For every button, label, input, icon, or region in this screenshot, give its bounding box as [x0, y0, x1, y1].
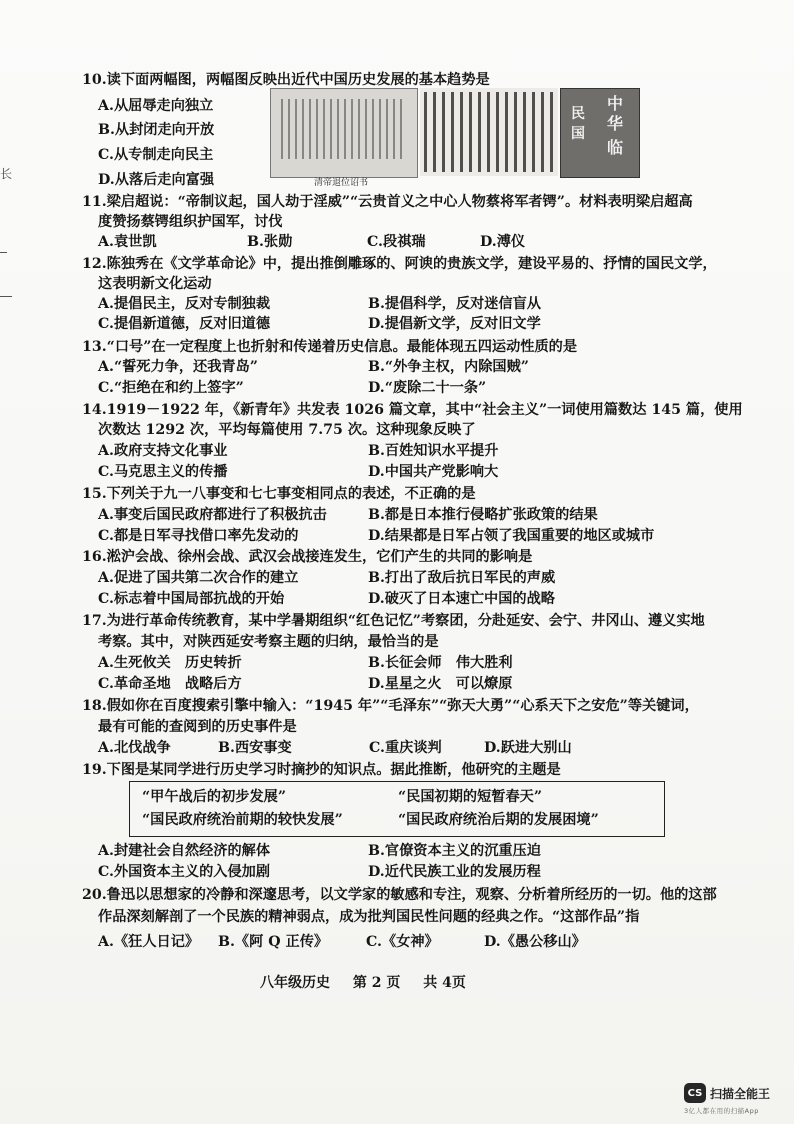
margin-tick-2: [0, 296, 12, 297]
q11-option-b: B.张勋: [247, 234, 293, 250]
q10-option-a: A.从屈辱走向独立: [98, 98, 214, 114]
q17-option-c: C.革命圣地 战略后方: [98, 676, 242, 692]
document-columns-image: [420, 88, 558, 176]
q10-image-caption: 清帝退位诏书: [314, 178, 369, 188]
footer-subject: 八年级历史: [260, 975, 330, 991]
q12-option-c: C.提倡新道德，反对旧道德: [98, 316, 271, 332]
q18-option-d: D.跃进大别山: [484, 740, 572, 756]
q20-option-b: B.《阿 Q 正传》: [218, 934, 329, 950]
q19-box-item-2: “民国初期的短暂春天”: [398, 789, 543, 805]
q19-box-item-4: “国民政府统治后期的发展困境”: [398, 812, 599, 828]
q10-option-b: B.从封闭走向开放: [98, 122, 215, 138]
q18-option-a: A.北伐战争: [98, 740, 171, 756]
q17-option-b: B.长征会师 伟大胜利: [368, 655, 513, 671]
q11-option-c: C.段祺瑞: [367, 234, 426, 250]
q11-option-d: D.溥仪: [480, 234, 526, 250]
q15-line1: 15.下列关于九一八事变和七七事变相同点的表述，不正确的是: [82, 486, 476, 502]
q13-option-d: D.“废除二十一条”: [368, 380, 487, 396]
q19-line1: 19.下图是某同学进行历史学习时摘抄的知识点。据此推断，他研究的主题是: [82, 762, 561, 778]
q12-line2: 这表明新文化运动: [98, 276, 212, 292]
q19-option-a: A.封建社会自然经济的解体: [98, 843, 271, 859]
q13-option-c: C.“拒绝在和约上签字”: [98, 380, 244, 396]
q11-line2: 度赞扬蔡锷组织护国军，讨伐: [98, 214, 283, 230]
margin-tick-1: [0, 252, 7, 253]
q18-option-b: B.西安事变: [218, 740, 292, 756]
q19-box-item-3: “国民政府统治前期的较快发展”: [142, 812, 343, 828]
q12-option-a: A.提倡民主，反对专制独裁: [98, 296, 271, 312]
q12-option-b: B.提倡科学，反对迷信盲从: [368, 296, 541, 312]
q16-line1: 16.淞沪会战、徐州会战、武汉会战接连发生，它们产生的共同的影响是: [82, 549, 533, 565]
q15-option-c: C.都是日军寻找借口率先发动的: [98, 528, 299, 544]
q14-option-b: B.百姓知识水平提升: [368, 443, 499, 459]
provisional-constitution-image: 中 华 民 国 临: [560, 88, 640, 178]
q10-option-d: D.从落后走向富强: [98, 172, 215, 188]
q18-line2: 最有可能的查阅到的历史事件是: [98, 719, 297, 735]
q17-line1: 17.为进行革命传统教育，某中学暑期组织“红色记忆”考察团，分赴延安、会宁、井冈山、遵义实地: [82, 613, 705, 629]
scanner-app-name: 扫描全能王: [710, 1086, 771, 1101]
q19-option-d: D.近代民族工业的发展历程: [368, 864, 541, 880]
scanner-watermark: [684, 1083, 770, 1103]
q12-option-d: D.提倡新文学，反对旧文学: [368, 316, 541, 332]
q15-option-a: A.事变后国民政府都进行了积极抗击: [98, 507, 327, 523]
q20-option-a: A.《狂人日记》: [98, 934, 200, 950]
q10-figures: [270, 88, 640, 188]
q17-option-a: A.生死攸关 历史转折: [98, 655, 242, 671]
q16-option-b: B.打出了敌后抗日军民的声威: [368, 570, 556, 586]
q10-option-c: C.从专制走向民主: [98, 147, 214, 163]
footer-total-pages: 共 4页: [423, 975, 466, 991]
q17-line2: 考察。其中，对陕西延安考察主题的归纳，最恰当的是: [98, 634, 439, 650]
q20-line2: 作品深刻解剖了一个民族的精神弱点，成为批判国民性问题的经典之作。“这部作品”指: [98, 909, 640, 925]
q16-option-a: A.促进了国共第二次合作的建立: [98, 570, 299, 586]
q15-option-d: D.结果都是日军占领了我国重要的地区或城市: [368, 528, 655, 544]
scanner-tagline: 3亿人都在用的扫描App: [684, 1107, 759, 1115]
q18-line1: 18.假如你在百度搜索引擎中输入：“1945 年”“毛泽东”“弥天大勇”“心系天下之安危”等关键词，: [82, 698, 699, 714]
q14-option-a: A.政府支持文化事业: [98, 443, 228, 459]
q13-option-a: A.“誓死力争，还我青岛”: [98, 359, 258, 375]
q19-knowledge-box: [129, 781, 665, 837]
q18-option-c: C.重庆谈判: [369, 740, 442, 756]
q15-option-b: B.都是日本推行侵略扩张政策的结果: [368, 507, 598, 523]
q14-option-c: C.马克思主义的传播: [98, 464, 228, 480]
q19-option-b: B.官僚资本主义的沉重压迫: [368, 843, 541, 859]
margin-char: 长: [0, 167, 13, 181]
q19-box-item-1: “甲午战后的初步发展”: [142, 789, 287, 805]
q14-option-d: D.中国共产党影响大: [368, 464, 499, 480]
q17-option-d: D.星星之火 可以燎原: [368, 676, 513, 692]
q20-option-d: D.《愚公移山》: [484, 934, 586, 950]
q20-option-c: C.《女神》: [366, 934, 439, 950]
q19-option-c: C.外国资本主义的入侵加剧: [98, 864, 271, 880]
camscanner-icon: CS: [684, 1083, 706, 1103]
q11-line1: 11.梁启超说：“帝制议起，国人劫于淫威”“云贵首义之中心人物蔡将军者锷”。材料表明梁启超高: [82, 194, 693, 210]
page-footer: [260, 972, 484, 992]
q12-line1: 12.陈独秀在《文学革命论》中，提出推倒雕琢的、阿谀的贵族文学，建设平易的、抒情的国民文学，: [82, 256, 717, 272]
q11-option-a: A.袁世凯: [98, 234, 157, 250]
q16-option-d: D.破灭了日本速亡中国的战略: [368, 591, 555, 607]
q16-option-c: C.标志着中国局部抗战的开始: [98, 591, 285, 607]
q13-option-b: B.“外争主权，内除国贼”: [368, 359, 529, 375]
q20-line1: 20.鲁迅以思想家的冷静和深邃思考，以文学家的敏感和专注，观察、分析着所经历的一切。他的这部: [82, 887, 717, 903]
footer-page-number: 第 2 页: [352, 975, 401, 991]
abdication-edict-image: [270, 88, 418, 178]
q10-stem: 10.读下面两幅图，两幅图反映出近代中国历史发展的基本趋势是: [82, 72, 490, 88]
q14-line2: 次数达 1292 次，平均每篇使用 7.75 次。这种现象反映了: [98, 422, 476, 438]
q14-line1: 14.1919－1922 年，《新青年》共发表 1026 篇文章，其中“社会主义”一词使用篇数达 145 篇，使用: [82, 402, 743, 418]
q13-line1: 13.“口号”在一定程度上也折射和传递着历史信息。最能体现五四运动性质的是: [82, 339, 578, 355]
